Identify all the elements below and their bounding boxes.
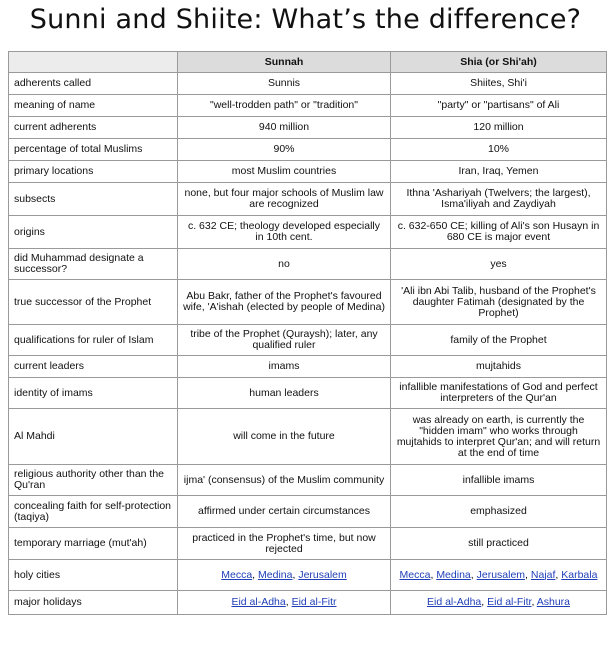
row-label: holy cities [9,560,178,591]
separator: , [525,568,531,581]
sunni-cell: imams [178,356,391,378]
comparison-table [8,51,607,615]
row-label: temporary marriage (mut'ah) [9,528,178,560]
table-row [9,409,607,465]
link-najaf[interactable]: Najaf [530,568,556,581]
shia-cell: Iran, Iraq, Yemen [391,161,607,183]
row-label: did Muhammad designate a successor? [9,249,178,280]
sunni-cell: c. 632 CE; theology developed especially in 10th cent. [178,216,391,249]
sunni-cell: human leaders [178,378,391,409]
row-label: subsects [9,183,178,216]
shia-cell: yes [391,249,607,280]
row-label: current leaders [9,356,178,378]
shia-cell: still practiced [391,528,607,560]
sunni-cell: will come in the future [178,409,391,465]
row-label: meaning of name [9,95,178,117]
header-sunni: Sunnah [178,52,391,73]
shia-cell: family of the Prophet [391,325,607,356]
table-row [9,560,607,591]
sunni-cell: Abu Bakr, father of the Prophet's favoured wife, 'A'ishah (elected by people of Medina) [178,280,391,325]
sunni-cell: 90% [178,139,391,161]
sunni-cell: tribe of the Prophet (Quraysh); later, any qualified ruler [178,325,391,356]
shia-cell: emphasized [391,496,607,528]
table-row [9,117,607,139]
link-mecca[interactable]: Mecca [221,568,253,581]
sunni-cell: Sunnis [178,73,391,95]
separator: , [252,568,259,581]
shia-cell: 'Ali ibn Abi Talib, husband of the Prophet's daughter Fatimah (designated by the Prophet) [391,280,607,325]
shia-cell: was already on earth, is currently the "hidden imam" who works through mujtahids to interpret Qur'an; and will return at the end of time [391,409,607,465]
separator: , [531,596,537,608]
row-label: origins [9,216,178,249]
row-label: current adherents [9,117,178,139]
link-eid-al-adha[interactable]: Eid al-Adha [231,596,286,608]
link-jerusalem[interactable]: Jerusalem [298,568,347,581]
link-ashura[interactable]: Ashura [536,596,571,608]
shia-cell: 10% [391,139,607,161]
row-label: concealing faith for self-protection (taqiya) [9,496,178,528]
sunni-cell: ijma' (consensus) of the Muslim community [178,465,391,496]
link-eid-al-fitr[interactable]: Eid al-Fitr [291,596,337,608]
table-header-row [9,52,607,73]
table-row [9,496,607,528]
page-title: Sunni and Shiite: What’s the difference? [29,4,582,35]
row-label: qualifications for ruler of Islam [9,325,178,356]
shia-cell: c. 632-650 CE; killing of Ali's son Husayn in 680 CE is major event [391,216,607,249]
shia-cell: infallible manifestations of God and perfect interpreters of the Qur'an [391,378,607,409]
row-label: major holidays [9,591,178,615]
link-eid-al-fitr[interactable]: Eid al-Fitr [487,596,532,608]
sunni-holidays-cell [178,591,391,615]
table-row [9,216,607,249]
link-medina[interactable]: Medina [258,568,293,581]
row-label: identity of imams [9,378,178,409]
shia-cell: infallible imams [391,465,607,496]
shia-holidays-cell [391,591,607,615]
table-row [9,73,607,95]
sunni-cell: most Muslim countries [178,161,391,183]
row-label: percentage of total Muslims [9,139,178,161]
separator: , [292,568,299,581]
row-label: true successor of the Prophet [9,280,178,325]
row-label: adherents called [9,73,178,95]
sunni-cell: 940 million [178,117,391,139]
link-medina[interactable]: Medina [436,568,471,581]
table-row [9,161,607,183]
separator: , [285,596,292,608]
table-row [9,139,607,161]
link-karbala[interactable]: Karbala [561,568,598,581]
link-jerusalem[interactable]: Jerusalem [476,568,526,581]
header-blank-cell [9,52,178,73]
table-row [9,528,607,560]
row-label: religious authority other than the Qu'ran [9,465,178,496]
row-label: Al Mahdi [9,409,178,465]
shia-cell: 120 million [391,117,607,139]
separator: , [470,568,477,581]
shia-holy-cities-cell [391,560,607,591]
shia-cell: "party" or "partisans" of Ali [391,95,607,117]
table-row [9,249,607,280]
separator: , [430,568,437,581]
shia-cell: mujtahids [391,356,607,378]
sunni-cell: none, but four major schools of Muslim law are recognized [178,183,391,216]
table-row [9,356,607,378]
shia-cell: Ithna 'Ashariyah (Twelvers; the largest), Isma'iliyah and Zaydiyah [391,183,607,216]
sunni-cell: "well-trodden path" or "tradition" [178,95,391,117]
sunni-cell: no [178,249,391,280]
row-label: primary locations [9,161,178,183]
table-row [9,183,607,216]
separator: , [555,568,562,581]
shia-cell: Shiites, Shi'i [391,73,607,95]
sunni-holy-cities-cell [178,560,391,591]
sunni-cell: affirmed under certain circumstances [178,496,391,528]
link-eid-al-adha[interactable]: Eid al-Adha [426,596,482,608]
table-row [9,95,607,117]
table-row [9,465,607,496]
sunni-cell: practiced in the Prophet's time, but now rejected [178,528,391,560]
separator: , [481,596,488,608]
table-row [9,325,607,356]
header-shia: Shia (or Shi'ah) [391,52,607,73]
link-mecca[interactable]: Mecca [399,568,431,581]
table-row [9,280,607,325]
table-row [9,378,607,409]
table-row [9,591,607,615]
